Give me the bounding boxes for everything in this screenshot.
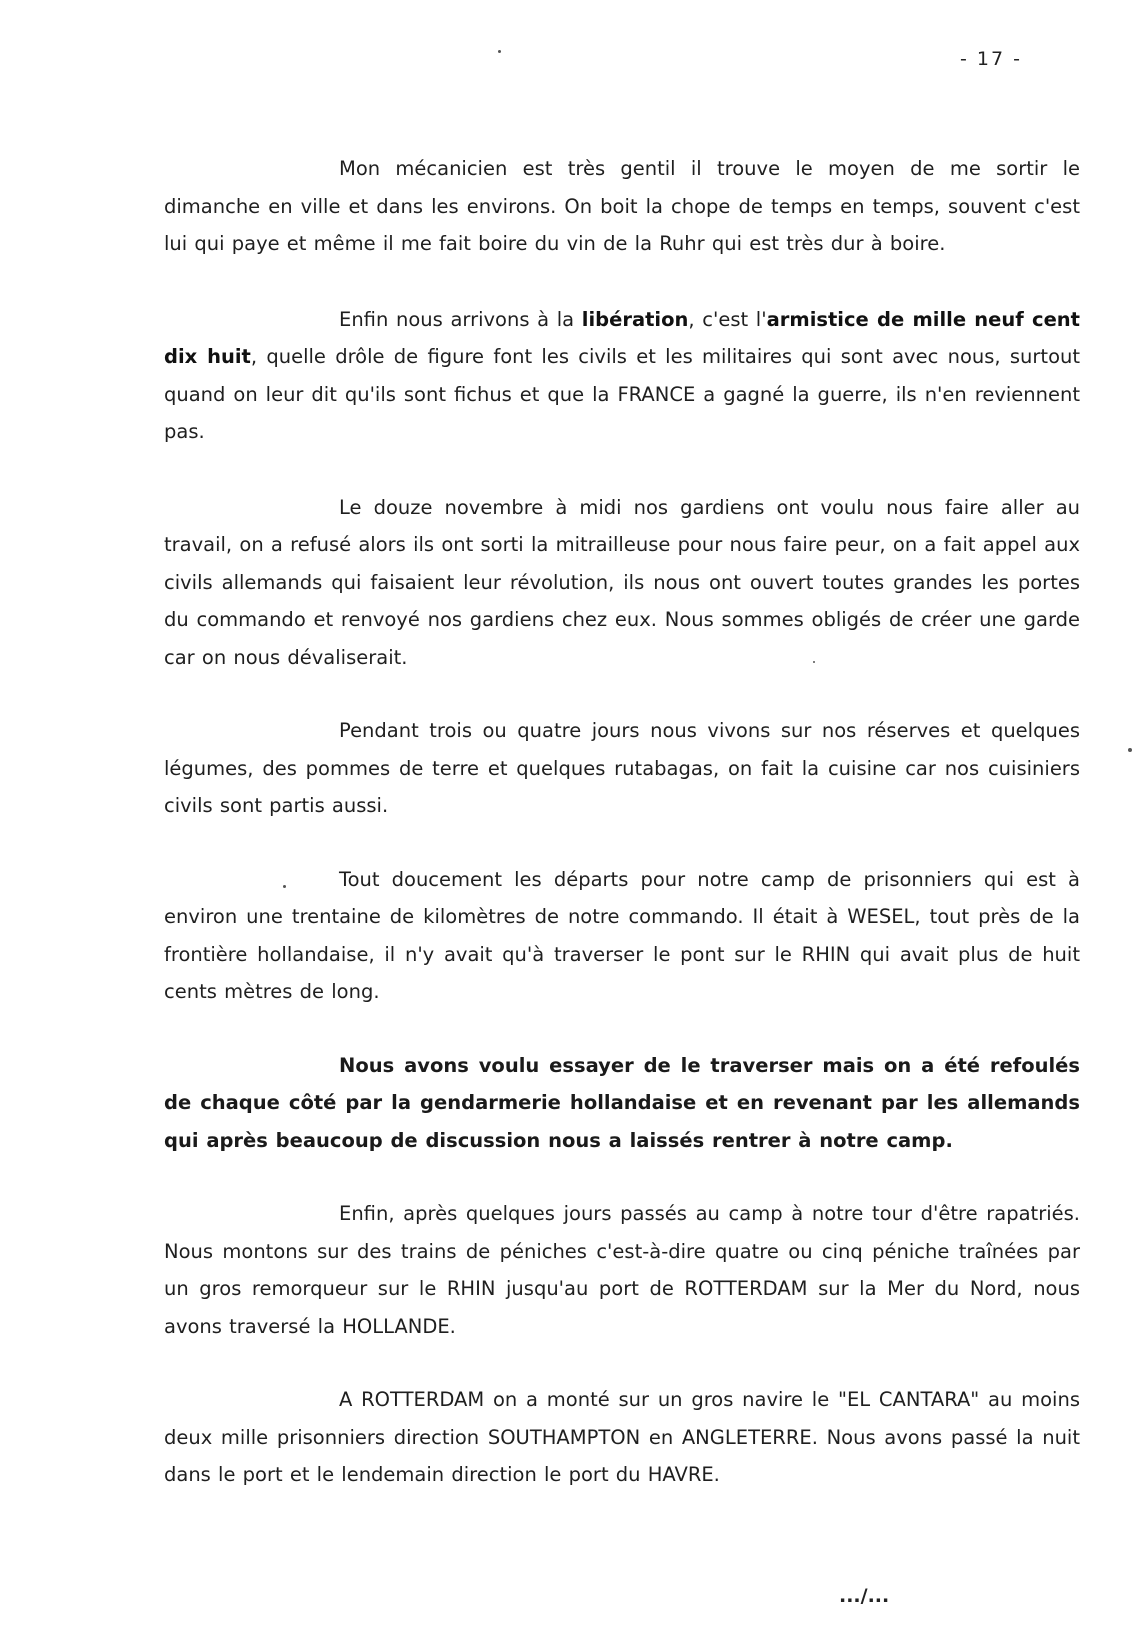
paragraph-liberation-text-1: Enfin nous arrivons à la: [339, 307, 582, 331]
scan-speck: [283, 885, 286, 888]
paragraph-departs: Tout doucement les départs pour notre camp de prisonniers qui est à environ une trentaine de kilomètres de notre commando. Il était à WESEL, tout près de la frontière hollandaise, il n'y avait qu'à traverser le pont sur le RHIN qui avait plus de huit cents mètres de long.: [164, 867, 1080, 1003]
continuation-mark: .../...: [839, 1585, 890, 1607]
paragraph-rotterdam: A ROTTERDAM on a monté sur un gros navire le "EL CANTARA" au moins deux mille prisonniers direction SOUTHAMPTON en ANGLETERRE. Nous avons passé la nuit dans le port et le lendemain direction le port du HAVRE.: [164, 1388, 1080, 1486]
scan-speck: [813, 661, 815, 663]
scan-speck: [1128, 748, 1132, 752]
paragraph-liberation: [164, 301, 1080, 451]
paragraph-reserves: Pendant trois ou quatre jours nous vivons sur nos réserves et quelques légumes, des pommes de terre et quelques rutabagas, on fait la cuisine car nos cuisiniers civils sont partis aussi.: [164, 719, 1080, 817]
paragraph-douze-novembre: Le douze novembre à midi nos gardiens ont voulu nous faire aller au travail, on a refusé alors ils ont sorti la mitrailleuse pour nous faire peur, on a fait appel aux civils allemands qui faisaient leur révolution, ils nous ont ouvert toutes grandes les portes du commando et renvoyé nos gardiens chez eux. Nous sommes obligés de créer une garde car on nous dévaliserait.: [164, 495, 1080, 669]
paragraph-mecanicien: Mon mécanicien est très gentil il trouve le moyen de me sortir le dimanche en ville et dans les environs. On boit la chope de temps en temps, souvent c'est lui qui paye et même il me fait boire du vin de la Ruhr qui est très dur à boire.: [164, 157, 1080, 255]
paragraph-traverser: Nous avons voulu essayer de le traverser mais on a été refoulés de chaque côté par la gendarmerie hollandaise et en revenant par les allemands qui après beaucoup de discussion nous a laissés rentrer à notre camp.: [164, 1053, 1080, 1152]
scan-speck: [498, 50, 501, 53]
paragraph-liberation-text-2: , c'est l': [688, 307, 767, 331]
paragraph-rapatries: Enfin, après quelques jours passés au camp à notre tour d'être rapatriés. Nous montons sur des trains de péniches c'est-à-dire quatre ou cinq péniche traînées par un gros remorqueur sur le RHIN jusqu'au port de ROTTERDAM sur la Mer du Nord, nous avons traversé la HOLLANDE.: [164, 1202, 1080, 1338]
body-text: [164, 150, 1080, 1494]
page-number: - 17 -: [960, 48, 1022, 70]
bold-liberation: libération: [581, 307, 689, 331]
bold-armistice: armistice de mille neuf cent dix huit: [164, 307, 1080, 368]
paragraph-liberation-text-3: , quelle drôle de figure font les civils et les militaires qui sont avec nous, surtout quand on leur dit qu'ils sont fichus et que la FRANCE a gagné la guerre, ils n'en reviennent pas.: [164, 345, 1081, 443]
